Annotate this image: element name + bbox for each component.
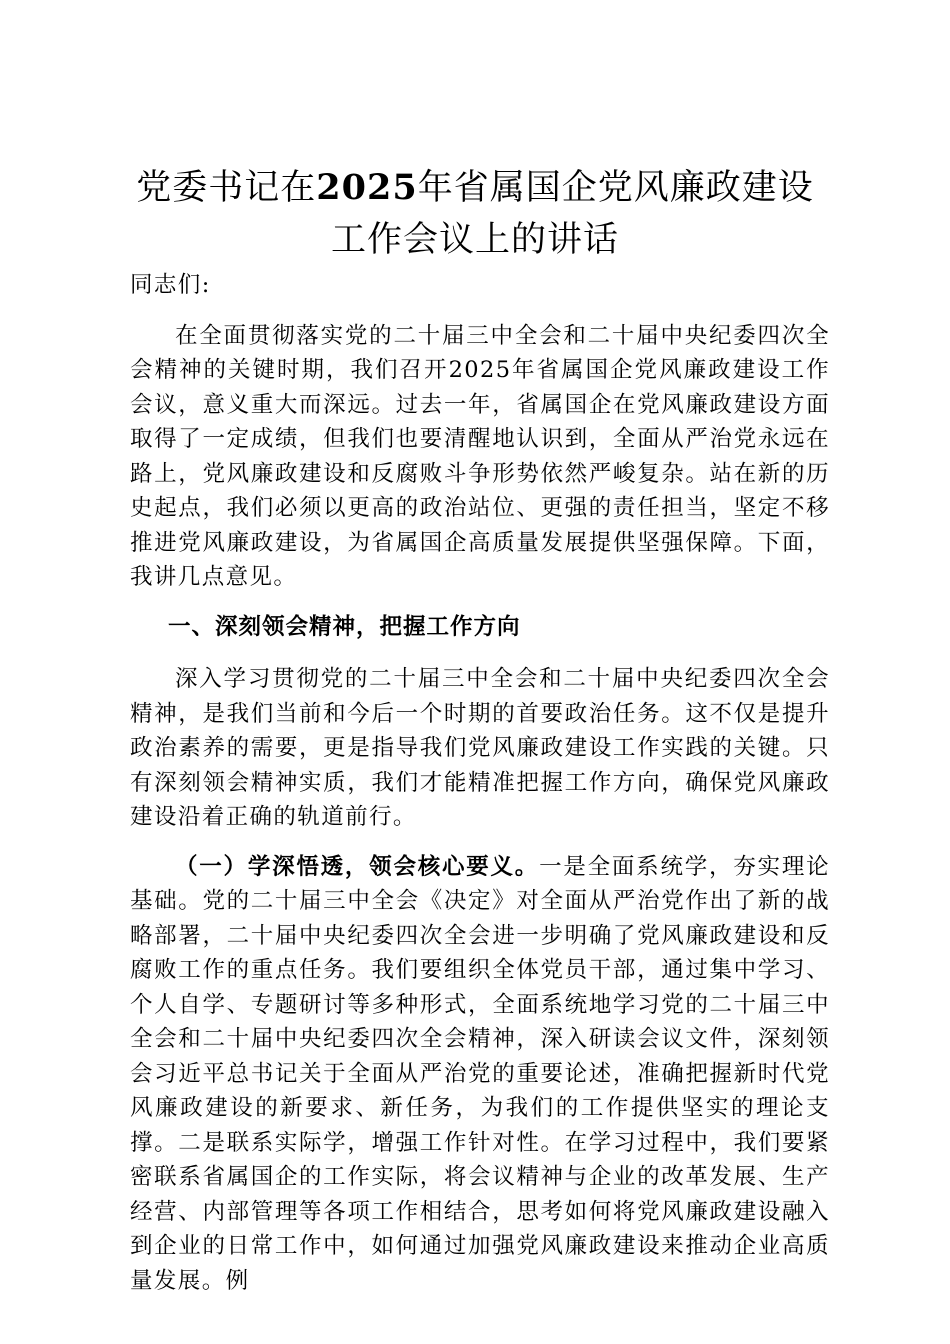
title-part2: 年省属国企党风廉政建设工作会议上的讲话 bbox=[330, 168, 814, 260]
section-1-paragraph: 深入学习贯彻党的二十届三中全会和二十届中央纪委四次全会精神，是我们当前和今后一个时期的首要政治任务。这不仅是提升政治素养的需要，更是指导我们党风廉政建设工作实践的关键。只有深刻领会精神实质，我们才能精准把握工作方向，确保党风廉政建设沿着正确的轨道前行。 bbox=[130, 666, 830, 830]
title-year: 2025 bbox=[316, 167, 418, 208]
salutation: 同志们: bbox=[130, 272, 211, 298]
title-part1: 党委书记在 bbox=[136, 168, 317, 208]
subsection-1-body: 一是全面系统学，夯实理论基础。党的二十届三中全会《决定》对全面从严治党作出了新的战略部署，二十届中央纪委四次全会进一步明确了党风廉政建设和反腐败工作的重点任务。我们要组织全体党员干部，通过集中学习、个人自学、专题研讨等多种形式，全面系统地学习党的二十届三中全会和二十届中央纪委四次全会精神，深入研读会议文件，深刻领会习近平总书记关于全面从严治党的重要论述，准确把握新时代党风廉政建设的新要求、新任务，为我们的工作提供坚实的理论支撑。二是联系实际学，增强工作针对性。在学习过程中，我们要紧密联系省属国企的工作实际，将会议精神与企业的改革发展、生产经营、内部管理等各项工作相结合，思考如何将党风廉政建设融入到企业的日常工作中，如何通过加强党风廉政建设来推动企业高质量发展。例 bbox=[130, 853, 830, 1294]
document-body bbox=[130, 268, 830, 1313]
section-heading-1: 一、深刻领会精神，把握工作方向 bbox=[168, 613, 521, 640]
intro-paragraph: 在全面贯彻落实党的二十届三中全会和二十届中央纪委四次全会精神的关键时期，我们召开2025年省属国企党风廉政建设工作会议，意义重大而深远。过去一年，省属国企在党风廉政建设方面取得了一定成绩，但我们也要清醒地认识到，全面从严治党永远在路上，党风廉政建设和反腐败斗争形势依然严峻复杂。站在新的历史起点，我们必须以更高的政治站位、更强的责任担当，坚定不移推进党风廉政建设，为省属国企高质量发展提供坚强保障。下面，我讲几点意见。 bbox=[130, 322, 830, 590]
subsection-1-paragraph bbox=[130, 850, 830, 1299]
subsection-1-title: （一）学深悟透，领会核心要义。 bbox=[175, 853, 540, 880]
document-title bbox=[120, 162, 830, 266]
